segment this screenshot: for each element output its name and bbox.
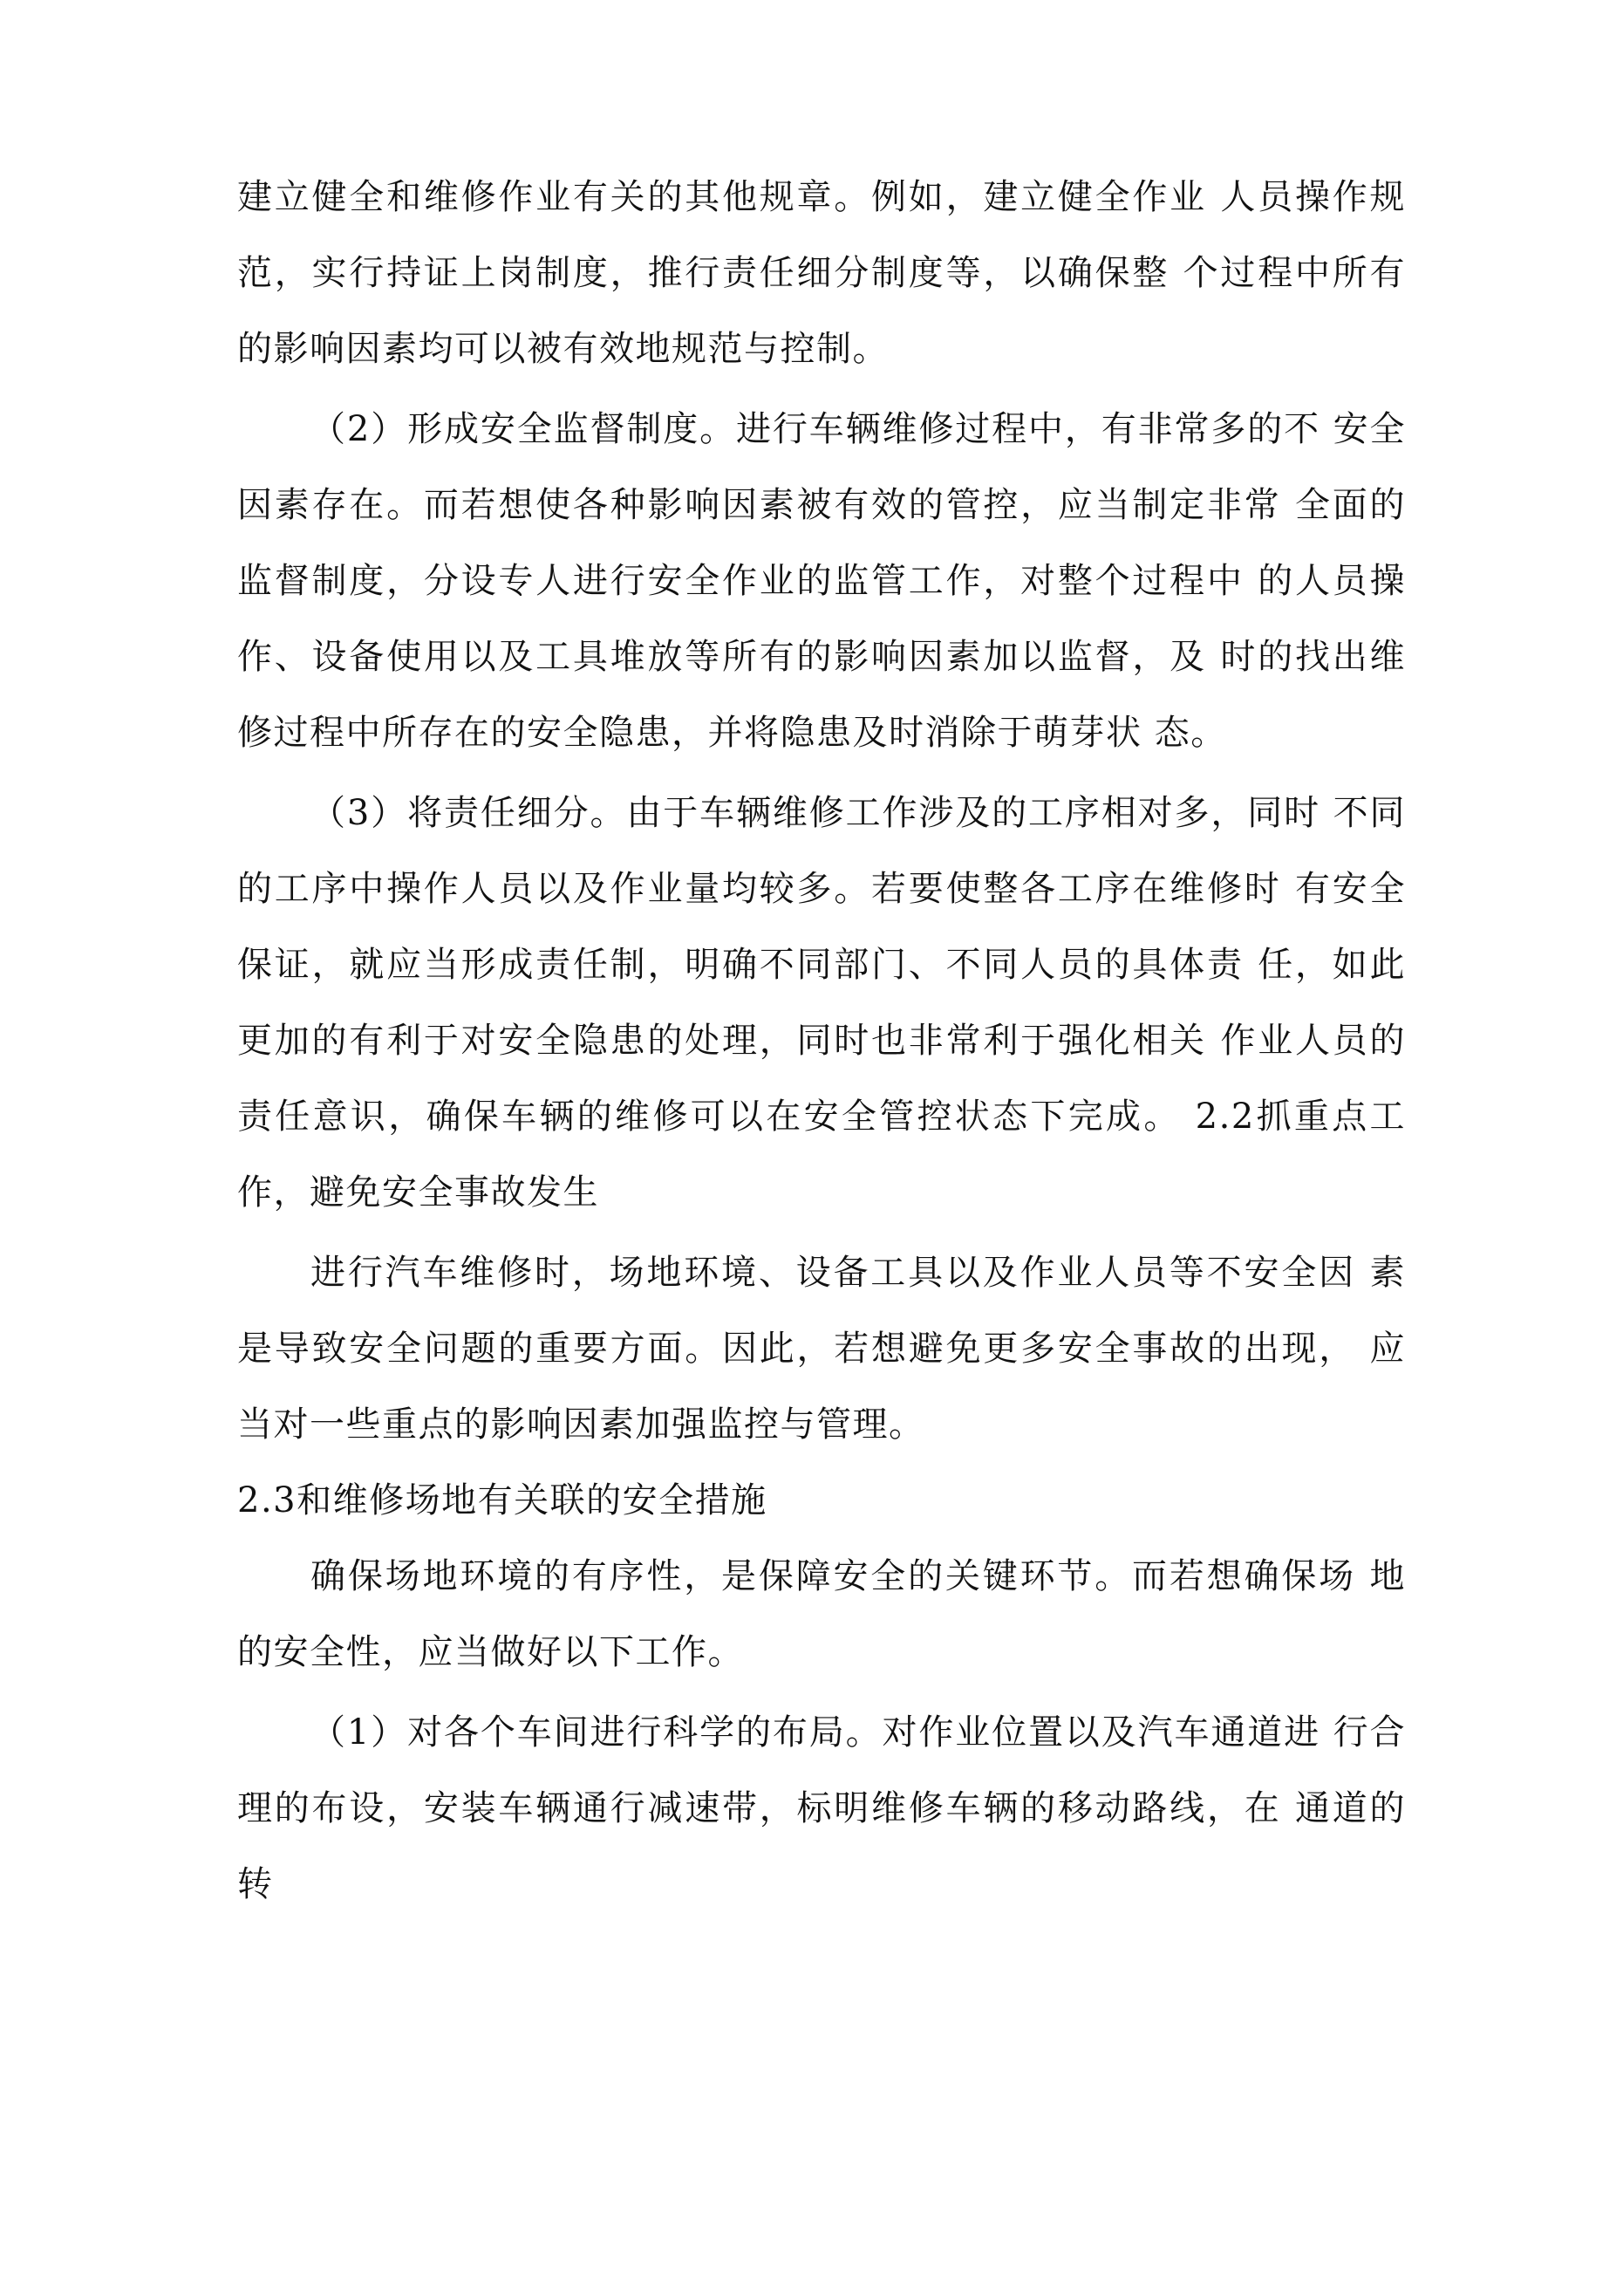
paragraph-key-factors: 进行汽车维修时，场地环境、设备工具以及作业人员等不安全因 素是导致安全问题的重要方面。因此，若想避免更多安全事故的出现， 应当对一些重点的影响因素加强监控与管理。	[237, 1253, 1406, 1445]
section-heading-2-3: 2.3和维修场地有关联的安全措施	[237, 1480, 767, 1520]
document-body	[237, 160, 1406, 1923]
paragraph-supervision-system: （2）形成安全监督制度。进行车辆维修过程中，有非常多的不 安全因素存在。而若想使各种影响因素被有效的管控，应当制定非常 全面的监督制度，分设专人进行安全作业的监管工作，对整个过程中 的人员操作、设备使用以及工具堆放等所有的影响因素加以监督，及 时的找出维修过程中所存在的安全隐患，并将隐患及时消除于萌芽状 态。	[237, 409, 1406, 753]
paragraph-responsibility: （3）将责任细分。由于车辆维修工作涉及的工序相对多，同时 不同的工序中操作人员以及作业量均较多。若要使整各工序在维修时 有安全保证，就应当形成责任制，明确不同部门、不同人员的具体责 任，如此更加的有利于对安全隐患的处理，同时也非常利于强化相关 作业人员的责任意识，确保车辆的维修可以在安全管控状态下完成。 2.2抓重点工作，避免安全事故发生	[237, 793, 1406, 1213]
paragraph-site-environment: 确保场地环境的有序性，是保障安全的关键环节。而若想确保场 地的安全性，应当做好以下工作。	[237, 1556, 1406, 1672]
paragraph-regulations: 建立健全和维修作业有关的其他规章。例如，建立健全作业 人员操作规范，实行持证上岗制度，推行责任细分制度等，以确保整 个过程中所有的影响因素均可以被有效地规范与控制。	[237, 177, 1406, 369]
paragraph-workshop-layout: （1）对各个车间进行科学的布局。对作业位置以及汽车通道进 行合理的布设，安装车辆通行减速带，标明维修车辆的移动路线，在 通道的转	[237, 1712, 1406, 1904]
